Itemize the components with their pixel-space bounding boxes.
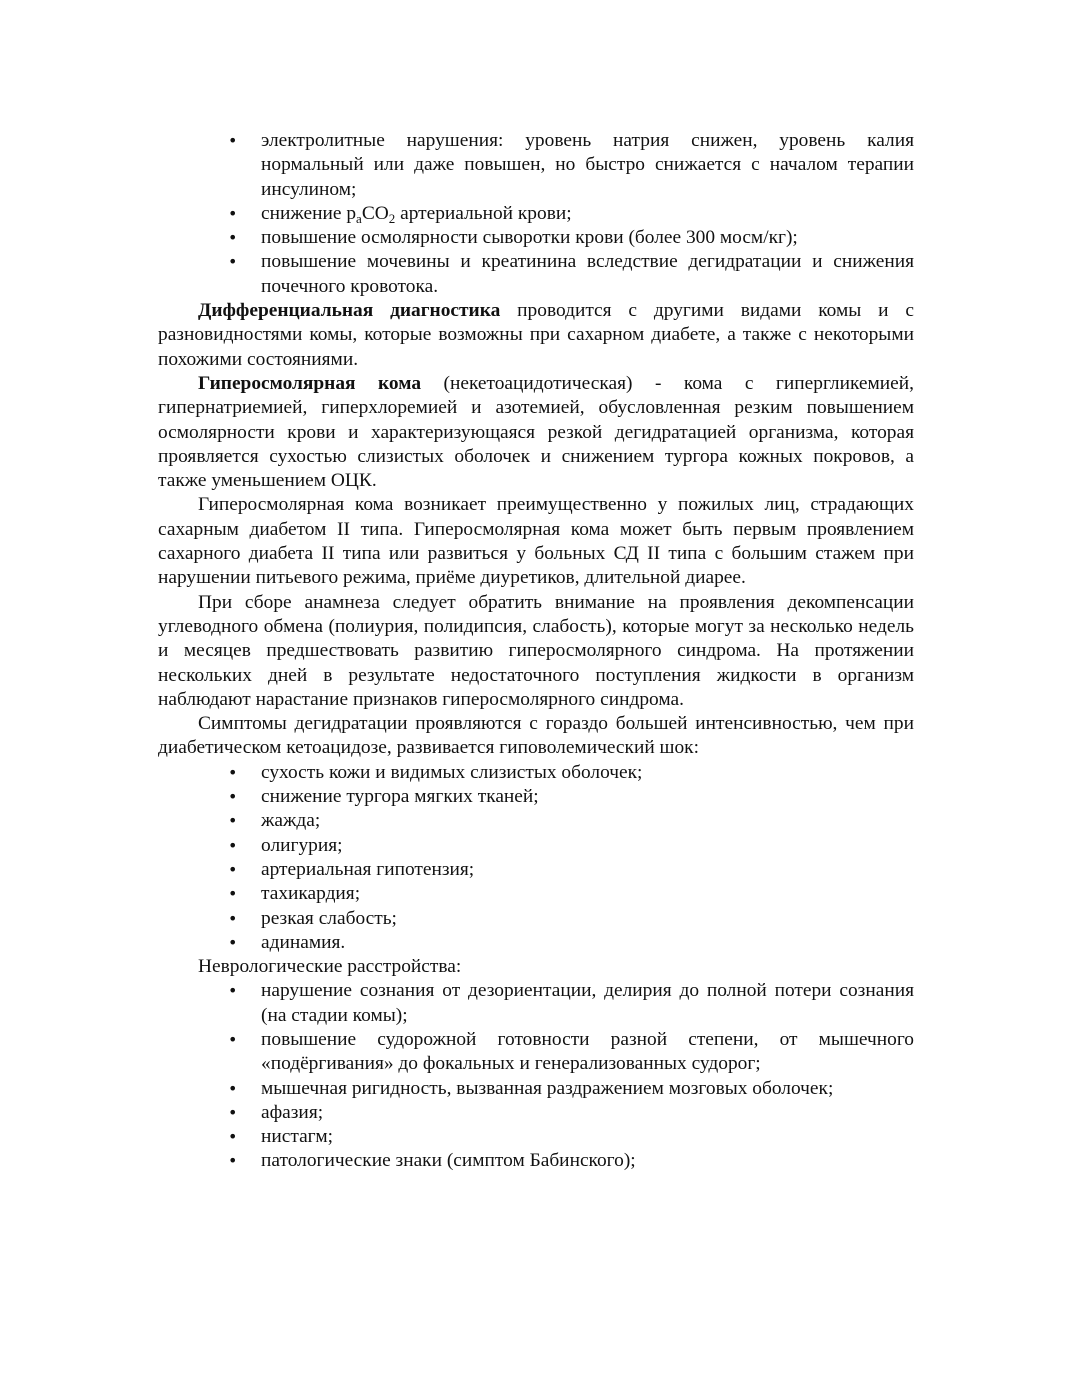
list-item: • олигурия; xyxy=(261,834,914,858)
paragraph-differential-diagnosis: Дифференциальная диагностика проводится с другими видами комы и с разновидностями комы, которые возможны при сахарном диабете, а также с некоторыми похожими состояниями. xyxy=(158,300,915,370)
list-item: • нистагм; xyxy=(261,1125,914,1149)
list-item: • афазия; xyxy=(261,1101,914,1125)
list-item: • электролитные нарушения: уровень натрия снижен, уровень калия нормальный или даже повышен, но быстро снижается с началом терапии инсулином; xyxy=(261,129,914,202)
list-item: • повышение мочевины и креатинина вследствие дегидратации и снижения почечного кровотока. xyxy=(261,250,914,299)
lab-findings-list xyxy=(158,129,914,299)
paragraph-dehydration: Симптомы дегидратации проявляются с гораздо большей интенсивностью, чем при диабетическом кетоацидозе, развивается гиповолемический шок: xyxy=(158,713,914,759)
neuro-heading: Неврологические расстройства: xyxy=(198,956,462,978)
list-item: • нарушение сознания от дезориентации, делирия до полной потери сознания (на стадии комы); xyxy=(261,979,914,1028)
list-item: • жажда; xyxy=(261,809,914,833)
list-item: • адинамия. xyxy=(261,931,914,955)
list-item: • тахикардия; xyxy=(261,882,914,906)
list-item: • мышечная ригидность, вызванная раздражением мозговых оболочек; xyxy=(261,1077,914,1101)
document-page xyxy=(158,129,914,1174)
neuro-symptoms-list xyxy=(158,979,914,1173)
dehydration-symptoms-list xyxy=(158,761,914,955)
list-item: • снижение тургора мягких тканей; xyxy=(261,785,914,809)
list-item: • повышение судорожной готовности разной степени, от мышечного «подёргивания» до фокальных и генерализованных судорог; xyxy=(261,1028,914,1077)
list-item: • резкая слабость; xyxy=(261,907,914,931)
list-item: • повышение осмолярности сыворотки крови (более 300 мосм/кг); xyxy=(261,226,914,250)
bold-term: Дифференциальная диагностика xyxy=(198,300,501,322)
paragraph-occurrence: Гиперосмолярная кома возникает преимущественно у пожилых лиц, страдающих сахарным диабетом II типа. Гиперосмолярная кома может быть первым проявлением сахарного диабета II типа или развиться у больных СД II типа с большим стажем при нарушении питьевого режима, приёме диуретиков, длительной диарее. xyxy=(158,494,914,589)
list-item: • сухость кожи и видимых слизистых оболочек; xyxy=(261,761,914,785)
paragraph-hyperosmolar-coma: Гиперосмолярная кома (некетоацидотическая) - кома с гипергликемией, гипернатриемией, гиперхлоремией и азотемией, обусловленная резким повышением осмолярности крови и характеризующаяся резкой дегидратацией организма, которая проявляется сухостью слизистых оболочек и снижением тургора кожных покровов, а также уменьшением ОЦК. xyxy=(158,372,914,492)
list-item: • артериальная гипотензия; xyxy=(261,858,914,882)
bold-term: Гиперосмолярная кома xyxy=(198,372,422,394)
paragraph-anamnesis: При сборе анамнеза следует обратить внимание на проявления декомпенсации углеводного обмена (полиурия, полидипсия, слабость), которые могут за несколько недель и месяцев предшествовать развитию гиперосмолярного синдрома. На протяжении нескольких дней в результате недостаточного поступления жидкости в организм наблюдают нарастание признаков гиперосмолярного синдрома. xyxy=(158,591,914,710)
list-item: • патологические знаки (симптом Бабинского); xyxy=(261,1149,914,1173)
list-item: • снижение $p_aCO_2$ артериальной крови; xyxy=(261,202,914,226)
